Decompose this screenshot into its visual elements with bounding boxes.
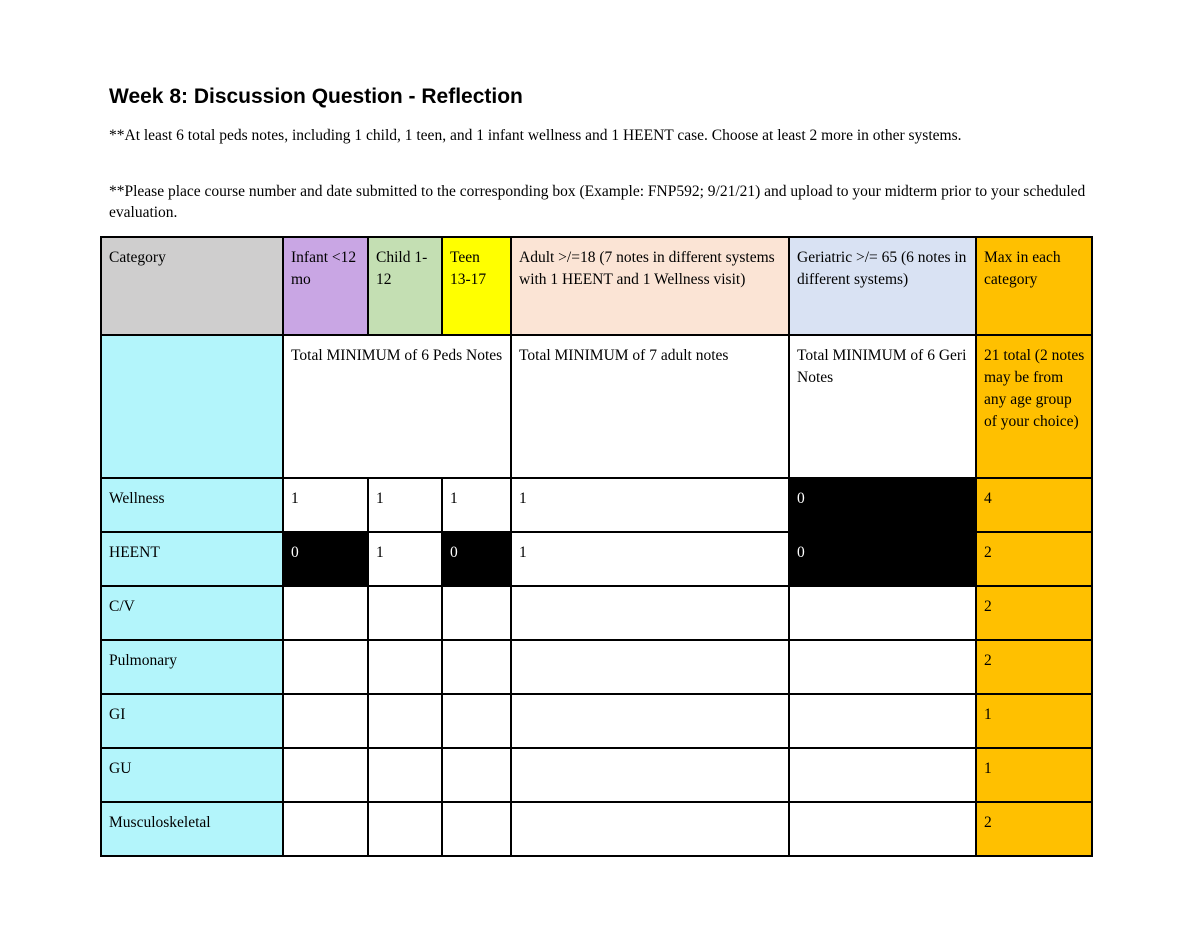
cell-adult[interactable] — [511, 802, 789, 856]
header-child: Child 1-12 — [368, 237, 442, 335]
header-geriatric: Geriatric >/= 65 (6 notes in different systems) — [789, 237, 976, 335]
cell-teen[interactable] — [442, 694, 511, 748]
table-row — [101, 586, 1092, 640]
cell-adult[interactable]: 1 — [511, 478, 789, 532]
cell-teen[interactable] — [442, 586, 511, 640]
table-row — [101, 478, 1092, 532]
row-category[interactable]: C/V — [101, 586, 283, 640]
table-row — [101, 694, 1092, 748]
cell-infant[interactable] — [283, 694, 368, 748]
header-category: Category — [101, 237, 283, 335]
cell-teen[interactable] — [442, 802, 511, 856]
cell-teen[interactable]: 1 — [442, 478, 511, 532]
header-infant: Infant <12 mo — [283, 237, 368, 335]
cell-teen[interactable] — [442, 748, 511, 802]
header-max: Max in each category — [976, 237, 1092, 335]
totals-category-cell — [101, 335, 283, 478]
totals-geri: Total MINIMUM of 6 Geri Notes — [789, 335, 976, 478]
cell-adult[interactable] — [511, 640, 789, 694]
cell-geriatric[interactable] — [789, 586, 976, 640]
totals-row — [101, 335, 1092, 478]
cell-infant[interactable] — [283, 802, 368, 856]
cell-child[interactable]: 1 — [368, 478, 442, 532]
cell-geriatric[interactable] — [789, 802, 976, 856]
header-teen: Teen 13-17 — [442, 237, 511, 335]
notes-requirement-table — [100, 236, 1093, 857]
totals-max: 21 total (2 notes may be from any age group of your choice) — [976, 335, 1092, 478]
cell-teen[interactable]: 0 — [442, 532, 511, 586]
row-category[interactable]: HEENT — [101, 532, 283, 586]
totals-adult: Total MINIMUM of 7 adult notes — [511, 335, 789, 478]
cell-adult[interactable]: 1 — [511, 532, 789, 586]
cell-geriatric[interactable]: 0 — [789, 532, 976, 586]
table-row — [101, 748, 1092, 802]
cell-geriatric[interactable] — [789, 748, 976, 802]
totals-peds: Total MINIMUM of 6 Peds Notes — [283, 335, 511, 478]
cell-max: 2 — [976, 802, 1092, 856]
cell-geriatric[interactable]: 0 — [789, 478, 976, 532]
cell-child[interactable] — [368, 640, 442, 694]
cell-max: 2 — [976, 586, 1092, 640]
cell-child[interactable] — [368, 748, 442, 802]
cell-max: 4 — [976, 478, 1092, 532]
table-row — [101, 640, 1092, 694]
cell-max: 1 — [976, 694, 1092, 748]
row-category[interactable]: Musculoskeletal — [101, 802, 283, 856]
cell-child[interactable] — [368, 802, 442, 856]
cell-infant[interactable] — [283, 748, 368, 802]
cell-max: 2 — [976, 532, 1092, 586]
row-category[interactable]: Pulmonary — [101, 640, 283, 694]
cell-infant[interactable] — [283, 586, 368, 640]
cell-infant[interactable]: 1 — [283, 478, 368, 532]
table-row — [101, 532, 1092, 586]
cell-adult[interactable] — [511, 694, 789, 748]
cell-teen[interactable] — [442, 640, 511, 694]
cell-infant[interactable]: 0 — [283, 532, 368, 586]
row-category[interactable]: Wellness — [101, 478, 283, 532]
instruction-note-submission: **Please place course number and date submitted to the corresponding box (Example: FNP592; 9/21/21) and upload to your midterm prior to your scheduled evaluation. — [109, 183, 1086, 221]
cell-infant[interactable] — [283, 640, 368, 694]
cell-adult[interactable] — [511, 748, 789, 802]
cell-max: 2 — [976, 640, 1092, 694]
cell-child[interactable]: 1 — [368, 532, 442, 586]
cell-geriatric[interactable] — [789, 694, 976, 748]
cell-max: 1 — [976, 748, 1092, 802]
cell-geriatric[interactable] — [789, 640, 976, 694]
cell-adult[interactable] — [511, 586, 789, 640]
page-title: Week 8: Discussion Question - Reflection — [109, 85, 523, 108]
table-row — [101, 802, 1092, 856]
header-adult: Adult >/=18 (7 notes in different systems with 1 HEENT and 1 Wellness visit) — [511, 237, 789, 335]
cell-child[interactable] — [368, 694, 442, 748]
header-row — [101, 237, 1092, 335]
cell-child[interactable] — [368, 586, 442, 640]
row-category[interactable]: GU — [101, 748, 283, 802]
row-category[interactable]: GI — [101, 694, 283, 748]
instruction-note-peds: **At least 6 total peds notes, including 1 child, 1 teen, and 1 infant wellness and 1 HEENT case. Choose at least 2 more in other systems. — [109, 127, 962, 144]
